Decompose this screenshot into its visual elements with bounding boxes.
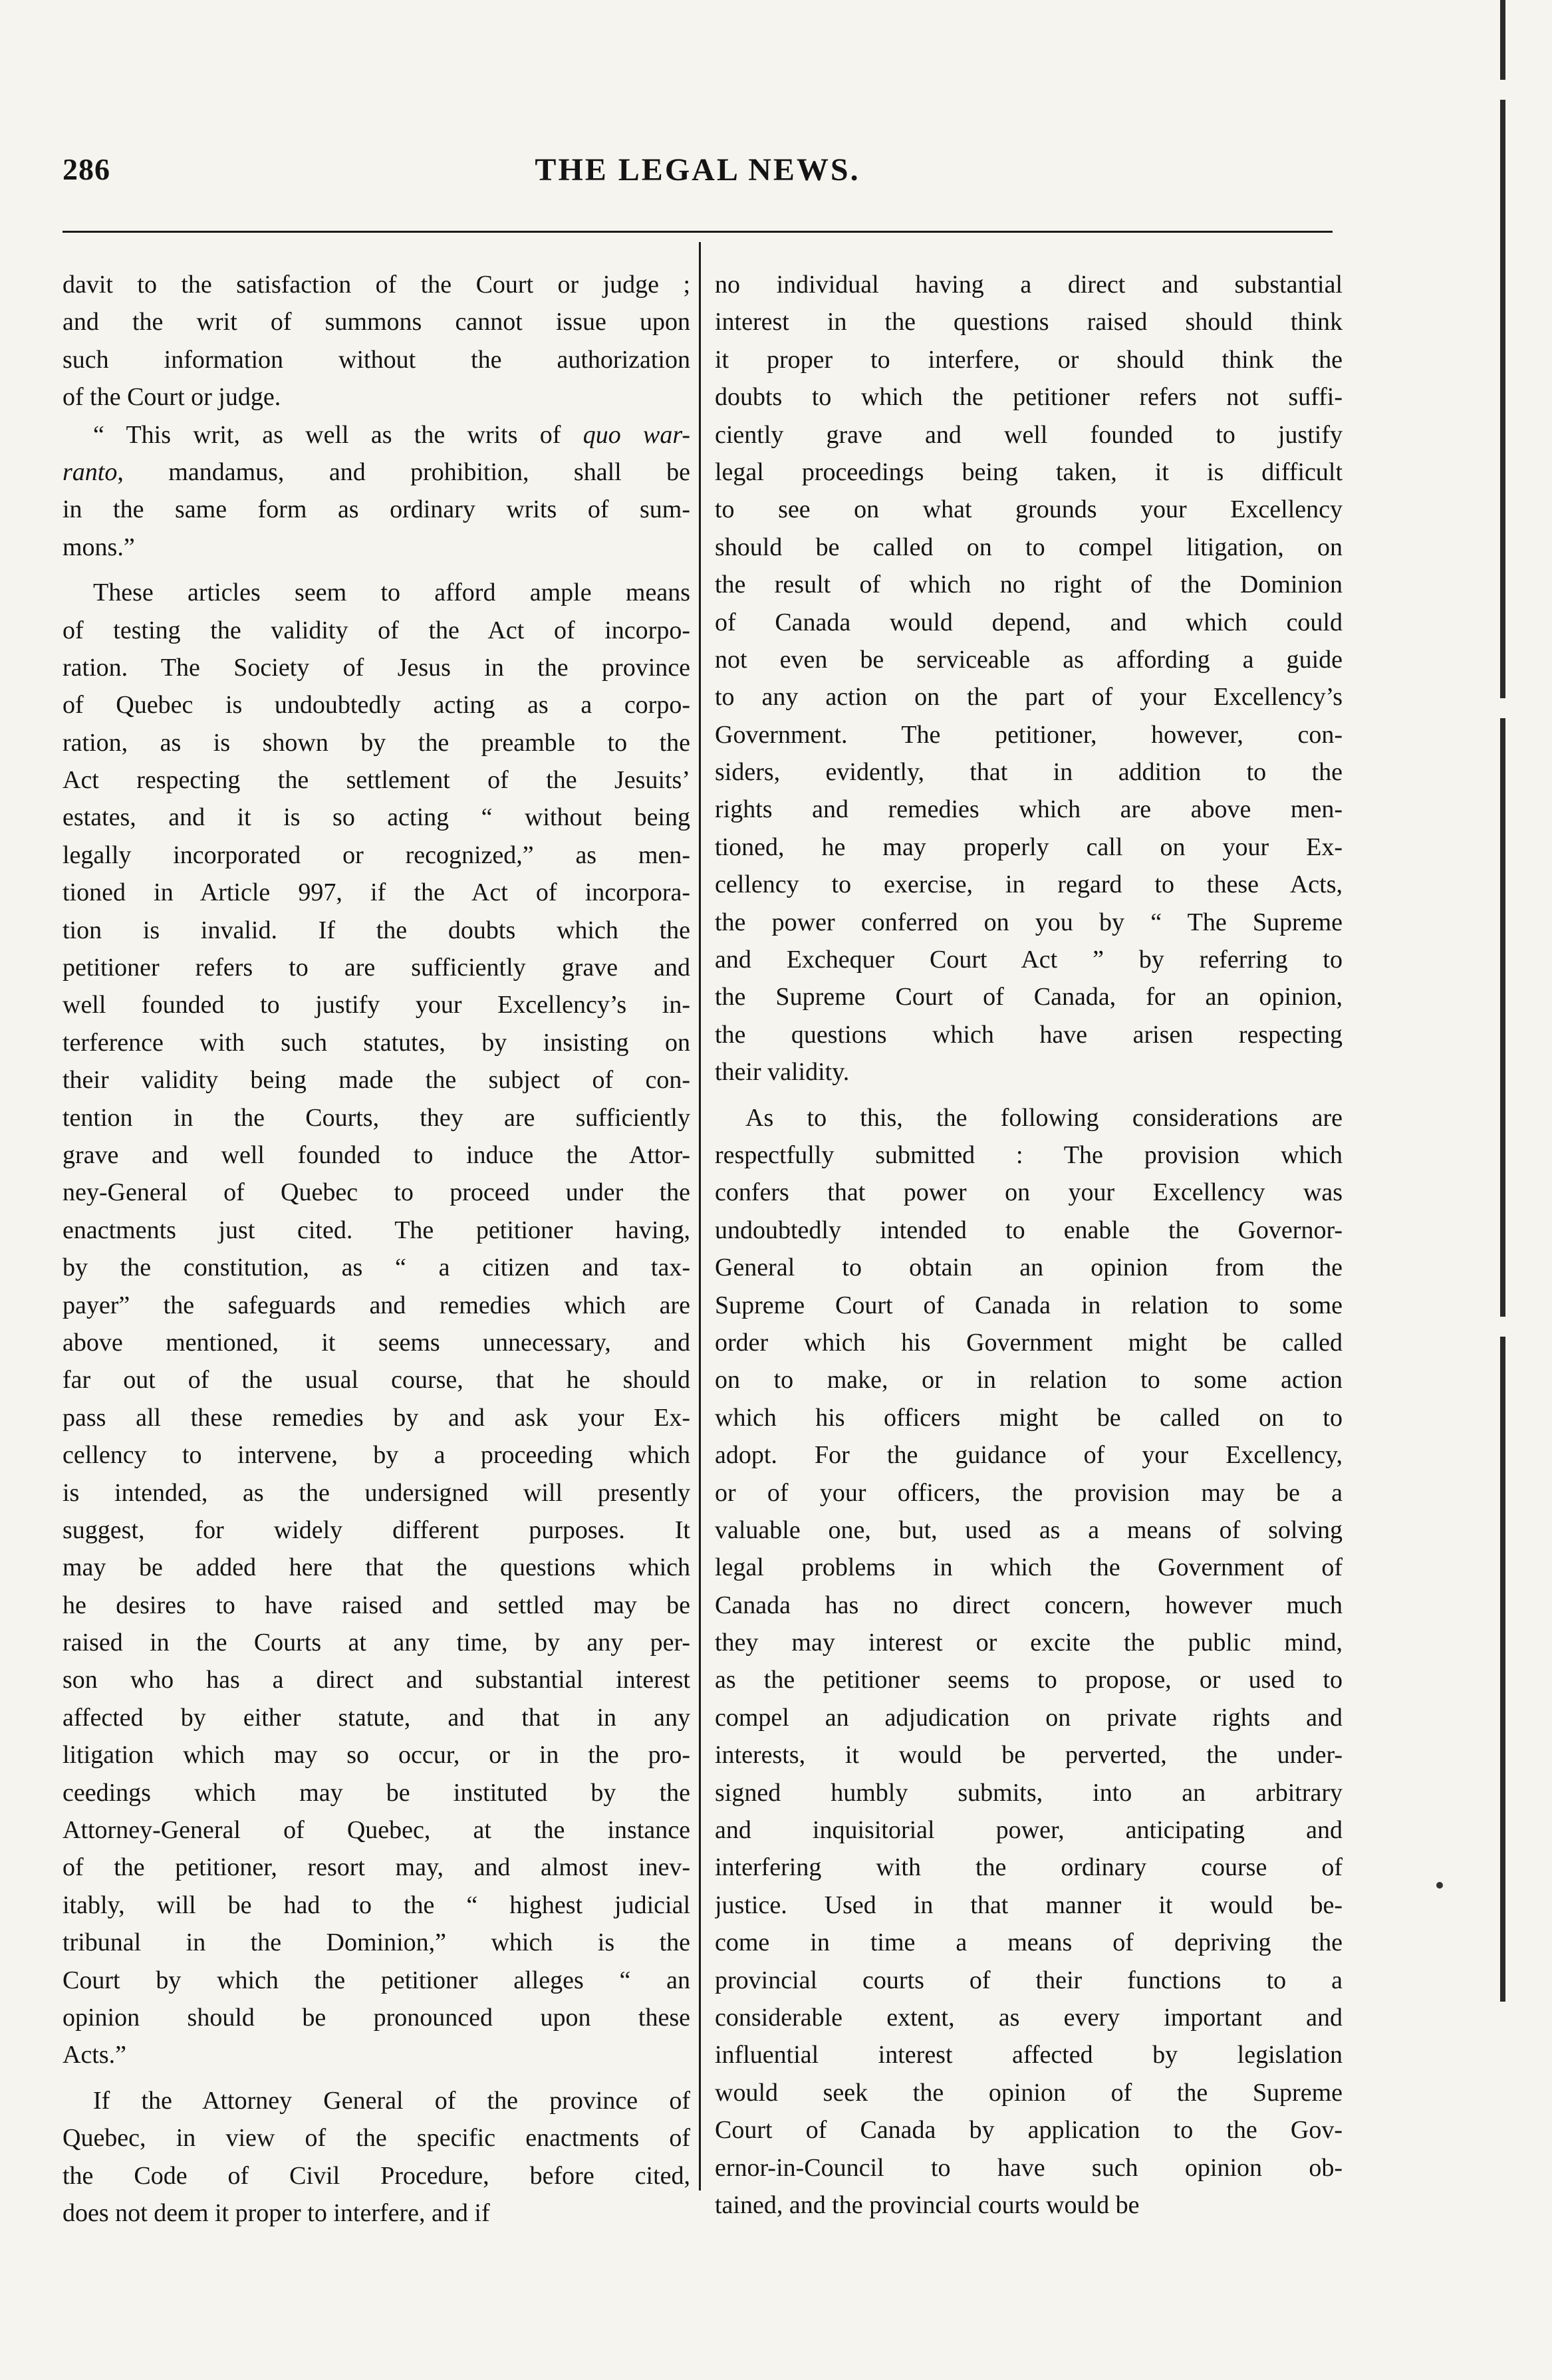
text-line: affected by either statute, and that in any <box>63 1703 690 1732</box>
scan-edge-mark <box>1500 1337 1505 2002</box>
text-line: tribunal in the Dominion,” which is the <box>63 1928 690 1957</box>
text-line: If the Attorney General of the province of <box>93 2086 690 2115</box>
text-line: tained, and the provincial courts would be <box>715 2190 1140 2219</box>
text-line: order which his Government might be called <box>715 1328 1343 1357</box>
text-line: legal problems in which the Government of <box>715 1553 1343 1582</box>
text-line: and inquisitorial power, anticipating and <box>715 1816 1343 1845</box>
text-line: opinion should be pronounced upon these <box>63 2003 690 2032</box>
text-line: far out of the usual course, that he should <box>63 1366 690 1394</box>
text-line: they may interest or excite the public mind, <box>715 1629 1343 1657</box>
text-line: tioned, he may properly call on your Ex- <box>715 833 1343 861</box>
text-line: ration, as is shown by the preamble to the <box>63 728 690 757</box>
text-line: mons.” <box>63 533 135 561</box>
text-line: interfering with the ordinary course of <box>715 1853 1343 1882</box>
text-line: of the Court or judge. <box>63 383 281 412</box>
text-line: the result of which no right of the Dominion <box>715 571 1343 599</box>
text-line: it proper to interfere, or should think the <box>715 345 1343 374</box>
text-line: siders, evidently, that in addition to the <box>715 758 1343 787</box>
text-line: interest in the questions raised should think <box>715 308 1343 336</box>
text-line: of Quebec is undoubtedly acting as a corpo- <box>63 691 690 720</box>
text-line: well founded to justify your Excellency’s in- <box>63 991 690 1019</box>
left-column <box>63 266 690 2232</box>
text-line: influential interest affected by legislation <box>715 2041 1343 2069</box>
text-line: above mentioned, it seems unnecessary, and <box>63 1328 690 1357</box>
scan-edge-mark <box>1500 0 1505 80</box>
text-line: pass all these remedies by and ask your Ex- <box>63 1403 690 1432</box>
text-line: confers that power on your Excellency was <box>715 1178 1343 1207</box>
text-line: the questions which have arisen respecting <box>715 1020 1343 1049</box>
page-header <box>63 152 1333 198</box>
text-line: respectfully submitted : The provision which <box>715 1140 1343 1169</box>
running-title: THE LEGAL NEWS. <box>535 152 860 188</box>
text-line: payer” the safeguards and remedies which are <box>63 1291 690 1319</box>
text-line: compel an adjudication on private rights and <box>715 1703 1343 1732</box>
text-line: Attorney-General of Quebec, at the instance <box>63 1816 690 1845</box>
text-line: Supreme Court of Canada in relation to some <box>715 1291 1343 1319</box>
text-line: by the constitution, as “ a citizen and tax- <box>63 1254 690 1282</box>
text-line: These articles seem to afford ample means <box>93 579 690 607</box>
text-line: doubts to which the petitioner refers not suffi- <box>715 383 1343 412</box>
text-line: As to this, the following considerations are <box>745 1103 1343 1132</box>
text-line: considerable extent, as every important and <box>715 2003 1343 2032</box>
text-line: tion is invalid. If the doubts which the <box>63 916 690 944</box>
text-line: provincial courts of their functions to a <box>715 1966 1343 1994</box>
text-line: to any action on the part of your Excellency’s <box>715 683 1343 712</box>
text-line: their validity. <box>715 1058 850 1087</box>
text-line: such information without the authorization <box>63 345 690 374</box>
page-number: 286 <box>63 152 110 186</box>
text-line: Acts.” <box>63 2041 127 2069</box>
text-line: of the petitioner, resort may, and almost inev- <box>63 1853 690 1882</box>
text-line: no individual having a direct and substantial <box>715 271 1343 299</box>
text-line: of Canada would depend, and which could <box>715 608 1343 636</box>
scan-edge-mark <box>1500 100 1505 698</box>
text-line: enactments just cited. The petitioner having, <box>63 1216 690 1244</box>
text-line: ciently grave and well founded to justify <box>715 420 1343 449</box>
text-line: or of your officers, the provision may be a <box>715 1478 1343 1507</box>
text-line: grave and well founded to induce the Attor- <box>63 1140 690 1169</box>
text-line: and the writ of summons cannot issue upon <box>63 308 690 336</box>
text-line: come in time a means of depriving the <box>715 1928 1343 1957</box>
text-line: Court by which the petitioner alleges “ an <box>63 1966 690 1994</box>
text-line: Government. The petitioner, however, con- <box>715 720 1343 749</box>
text-line: “ This writ, as well as the writs of quo war- <box>93 420 690 449</box>
text-line: ney-General of Quebec to proceed under the <box>63 1178 690 1207</box>
text-line: is intended, as the undersigned will presently <box>63 1478 690 1507</box>
text-line: Court of Canada by application to the Gov- <box>715 2116 1343 2145</box>
text-line: legally incorporated or recognized,” as men- <box>63 841 690 869</box>
text-line: son who has a direct and substantial interest <box>63 1666 690 1694</box>
text-line: cellency to intervene, by a proceeding which <box>63 1441 690 1470</box>
text-line: may be added here that the questions which <box>63 1553 690 1582</box>
scan-speck <box>1436 1882 1443 1889</box>
right-column <box>715 266 1343 2224</box>
text-line: itably, will be had to the “ highest judicial <box>63 1891 690 1919</box>
text-line: does not deem it proper to interfere, and if <box>63 2198 490 2227</box>
text-line: undoubtedly intended to enable the Governor- <box>715 1216 1343 1244</box>
text-line: ration. The Society of Jesus in the province <box>63 653 690 682</box>
text-line: terference with such statutes, by insisting on <box>63 1028 690 1057</box>
text-line: Quebec, in view of the specific enactments of <box>63 2124 690 2153</box>
text-line: justice. Used in that manner it would be- <box>715 1891 1343 1919</box>
text-line: in the same form as ordinary writs of sum- <box>63 495 690 524</box>
scan-edge-mark <box>1500 718 1505 1317</box>
text-line: rights and remedies which are above men- <box>715 795 1343 824</box>
text-line: their validity being made the subject of con- <box>63 1066 690 1095</box>
text-line: suggest, for widely different purposes. It <box>63 1516 690 1544</box>
text-line: adopt. For the guidance of your Excellency, <box>715 1441 1343 1470</box>
text-line: he desires to have raised and settled may be <box>63 1591 690 1619</box>
text-line: legal proceedings being taken, it is difficult <box>715 458 1343 486</box>
text-line: cellency to exercise, in regard to these Acts, <box>715 870 1343 899</box>
text-line: which his officers might be called on to <box>715 1403 1343 1432</box>
text-line: not even be serviceable as affording a guide <box>715 645 1343 674</box>
text-line: litigation which may so occur, or in the pro- <box>63 1741 690 1770</box>
text-line: should be called on to compel litigation, on <box>715 533 1343 561</box>
text-line: tention in the Courts, they are sufficiently <box>63 1103 690 1132</box>
text-line: the power conferred on you by “ The Supreme <box>715 908 1343 936</box>
text-line: estates, and it is so acting “ without being <box>63 803 690 832</box>
text-line: of testing the validity of the Act of incorpo- <box>63 616 690 644</box>
text-line: davit to the satisfaction of the Court or judge ; <box>63 271 690 299</box>
text-line: valuable one, but, used as a means of solving <box>715 1516 1343 1544</box>
text-line: would seek the opinion of the Supreme <box>715 2078 1343 2107</box>
text-line: ernor-in-Council to have such opinion ob- <box>715 2153 1343 2182</box>
text-line: petitioner refers to are sufficiently grave and <box>63 954 690 982</box>
text-line: raised in the Courts at any time, by any per- <box>63 1629 690 1657</box>
text-line: on to make, or in relation to some action <box>715 1366 1343 1394</box>
text-line: Canada has no direct concern, however much <box>715 1591 1343 1619</box>
text-line: the Code of Civil Procedure, before cited, <box>63 2161 690 2190</box>
text-line: as the petitioner seems to propose, or used to <box>715 1666 1343 1694</box>
text-line: ranto, mandamus, and prohibition, shall be <box>63 458 690 486</box>
column-divider <box>699 242 701 2190</box>
header-rule <box>63 231 1333 233</box>
text-line: the Supreme Court of Canada, for an opinion, <box>715 983 1343 1011</box>
text-line: to see on what grounds your Excellency <box>715 495 1343 524</box>
text-line: ceedings which may be instituted by the <box>63 1778 690 1807</box>
text-line: Act respecting the settlement of the Jesuits’ <box>63 766 690 795</box>
text-line: interests, it would be perverted, the under- <box>715 1741 1343 1770</box>
text-line: signed humbly submits, into an arbitrary <box>715 1778 1343 1807</box>
text-line: tioned in Article 997, if the Act of incorpora- <box>63 878 690 907</box>
text-line: General to obtain an opinion from the <box>715 1254 1343 1282</box>
text-line: and Exchequer Court Act ” by referring to <box>715 946 1343 974</box>
